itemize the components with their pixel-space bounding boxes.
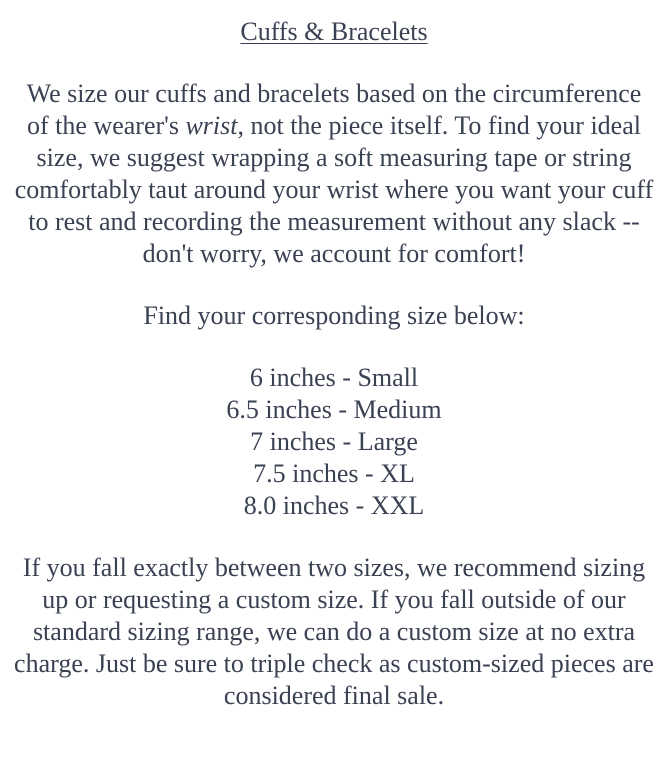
spacer: [14, 522, 654, 552]
size-item-xxl: 8.0 inches - XXL: [243, 491, 425, 520]
intro-emphasis: wrist: [185, 111, 238, 140]
size-prompt: Find your corresponding size below:: [143, 301, 525, 330]
intro-text-end: , not the piece itself. To find your ideal size, we suggest wrapping a soft measuring tape or string comfortably taut around your wrist where you want your cuff to rest and recording the measurement without any slack -- don't worry, we account for comfort!: [14, 111, 654, 268]
size-item-large: 7 inches - Large: [250, 427, 418, 456]
size-list: [14, 362, 654, 522]
page-title: Cuffs & Bracelets: [240, 17, 428, 46]
size-item-xl: 7.5 inches - XL: [253, 459, 415, 488]
spacer: [14, 332, 654, 362]
closing-paragraph: If you fall exactly between two sizes, we recommend sizing up or requesting a custom size. If you fall outside of our standard sizing range, we can do a custom size at no extra charge. Just be sure to triple check as custom-sized pieces are considered final sale.: [14, 553, 654, 710]
intro-paragraph: [14, 78, 654, 270]
size-item-medium: 6.5 inches - Medium: [226, 395, 442, 424]
spacer: [14, 48, 654, 78]
size-item-small: 6 inches - Small: [249, 363, 419, 392]
spacer: [14, 270, 654, 300]
intro-text-start: We size our cuffs and bracelets based on the circumference of the wearer's: [26, 79, 642, 140]
